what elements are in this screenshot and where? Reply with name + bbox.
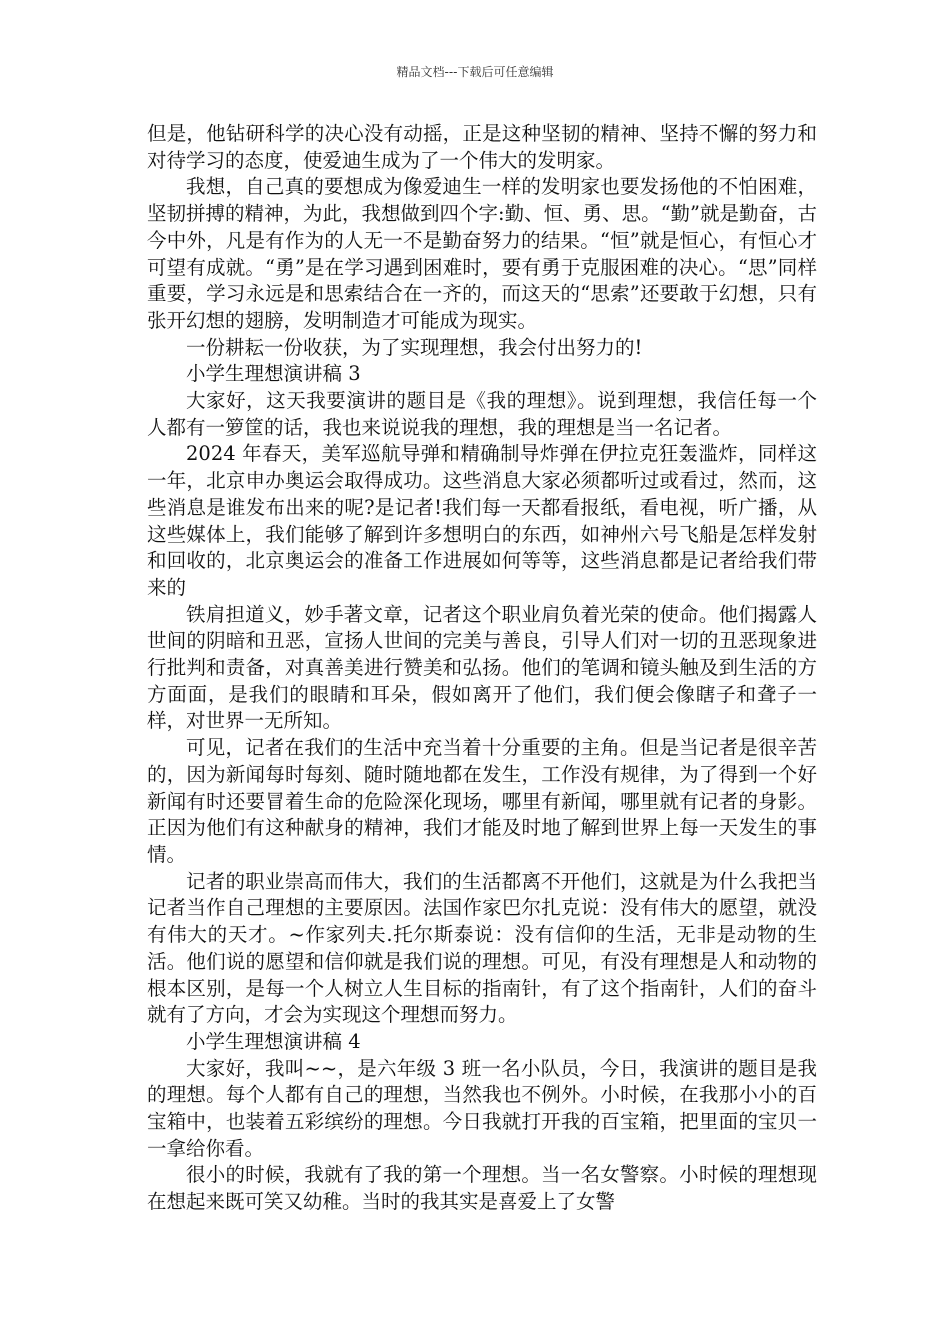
paragraph: 一份耕耘一份收获，为了实现理想，我会付出努力的! — [186, 335, 643, 359]
document-body — [147, 121, 817, 1216]
paragraph: 很小的时候，我就有了我的第一个理想。当一名女警察。小时候的理想现在想起来既可笑又幼稚。当时的我其实是喜爱上了女警 — [147, 1163, 817, 1214]
paragraph: 记者的职业崇高而伟大，我们的生活都离不开他们，这就是为什么我把当记者当作自己理想的主要原因。法国作家巴尔扎克说：没有伟大的愿望，就没有伟大的天才。~作家列夫.托尔斯泰说：没有信仰的生活，无非是动物的生活。他们说的愿望和信仰就是我们说的理想。可见，有没有理想是人和动物的根本区别，是每一个人树立人生目标的指南针，有了这个指南针，人们的奋斗就有了方向，才会为实现这个理想而努力。 — [147, 869, 817, 1027]
page-header: 精品文档---下载后可任意编辑 — [396, 65, 554, 79]
paragraph: 可见，记者在我们的生活中充当着十分重要的主角。但是当记者是很辛苦的，因为新闻每时每刻、随时随地都在发生，工作没有规律，为了得到一个好新闻有时还要冒着生命的危险深化现场，哪里有新闻，哪里就有记者的身影。正因为他们有这种献身的精神，我们才能及时地了解到世界上每一天发生的事情。 — [147, 736, 817, 866]
section-heading: 小学生理想演讲稿 4 — [186, 1029, 361, 1053]
paragraph: 2024 年春天，美军巡航导弹和精确制导炸弹在伊拉克狂轰滥炸，同样这一年，北京申办奥运会取得成功。这些消息大家必须都听过或看过，然而，这些消息是谁发布出来的呢?是记者!我们每一天都看报纸，看电视，听广播，从这些媒体上，我们能够了解到许多想明白的东西，如神州六号飞船是怎样发射和回收的，北京奥运会的准备工作进展如何等等，这些消息都是记者给我们带来的 — [147, 442, 817, 599]
section-heading: 小学生理想演讲稿 3 — [186, 362, 361, 386]
paragraph: 大家好，这天我要演讲的题目是《我的理想》。说到理想，我信任每一个人都有一箩筐的话，我也来说说我的理想，我的理想是当一名记者。 — [147, 389, 817, 439]
paragraph-continuation: 但是，他钻研科学的决心没有动摇，正是这种坚韧的精神、坚持不懈的努力和对待学习的态度，使爱迪生成为了一个伟大的发明家。 — [147, 122, 817, 172]
paragraph: 大家好，我叫~~，是六年级 3 班一名小队员，今日，我演讲的题目是我的理想。每个人都有自己的理想，当然我也不例外。小时候，在我那小小的百宝箱中，也装着五彩缤纷的理想。今日我就打开我的百宝箱，把里面的宝贝一一拿给你看。 — [147, 1056, 817, 1160]
paragraph: 铁肩担道义，妙手著文章，记者这个职业肩负着光荣的使命。他们揭露人世间的阴暗和丑恶，宣扬人世间的完美与善良，引导人们对一切的丑恶现象进行批判和责备，对真善美进行赞美和弘扬。他们的笔调和镜头触及到生活的方方面面，是我们的眼睛和耳朵，假如离开了他们，我们便会像瞎子和聋子一样，对世界一无所知。 — [147, 602, 817, 733]
paragraph: 我想，自己真的要想成为像爱迪生一样的发明家也要发扬他的不怕困难，坚韧拼搏的精神，为此，我想做到四个字:勤、恒、勇、思。“勤”就是勤奋，古今中外，凡是有作为的人无一不是勤奋努力的结果。“恒”就是恒心，有恒心才可望有成就。“勇”是在学习遇到困难时，要有勇于克服困难的决心。“思”同样重要，学习永远是和思索结合在一齐的，而这天的“思索”还要敢于幻想，只有张开幻想的翅膀，发明制造才可能成为现实。 — [147, 175, 818, 332]
